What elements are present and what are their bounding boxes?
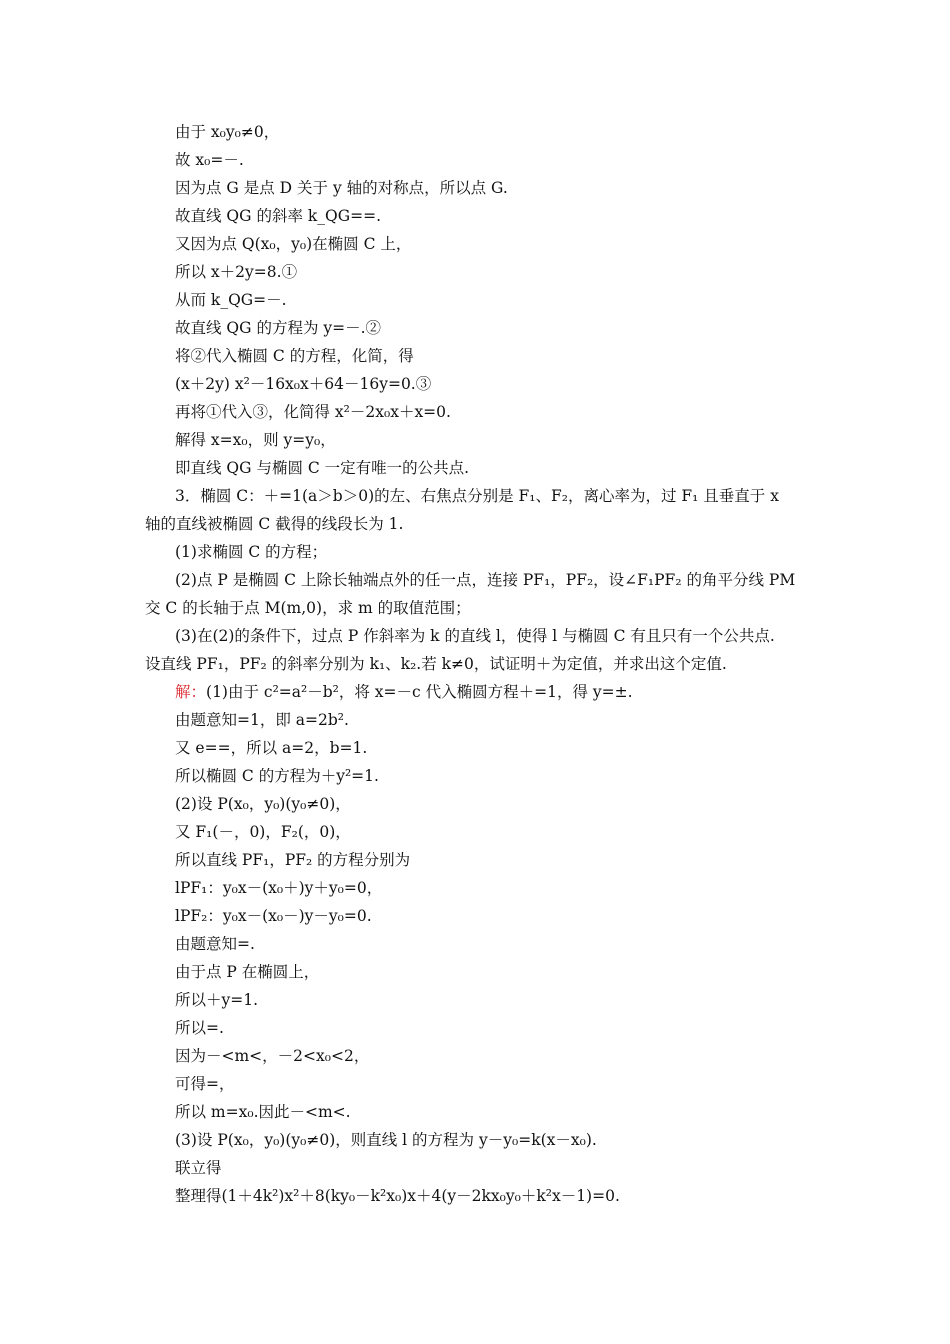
solution-text: (1)由于 c²=a²－b²，将 x=－c 代入椭圆方程＋=1，得 y=±.: [206, 683, 633, 701]
solution-line: (3)设 P(x₀，y₀)(y₀≠0)，则直线 l 的方程为 y－y₀=k(x－x₀).: [175, 1131, 597, 1149]
text-line: 将②代入椭圆 C 的方程，化简，得: [175, 347, 414, 365]
problem-statement: 轴的直线被椭圆 C 截得的线段长为 1.: [145, 515, 404, 533]
solution-line: lPF₁：y₀x－(x₀＋)y＋y₀=0，: [175, 879, 383, 897]
solution-line: (2)设 P(x₀，y₀)(y₀≠0)，: [175, 795, 351, 813]
solution-line: 所以 m=x₀.因此－<m<.: [175, 1103, 351, 1121]
solution-line: 所以＋y=1.: [175, 991, 259, 1009]
problem-part-3: 设直线 PF₁，PF₂ 的斜率分别为 k₁、k₂.若 k≠0，试证明＋为定值，并求出这个定值.: [145, 655, 727, 673]
solution-line: 所以椭圆 C 的方程为＋y²=1.: [175, 767, 379, 785]
problem-part-1: (1)求椭圆 C 的方程；: [175, 543, 328, 561]
solution-line: 又 F₁(－，0)，F₂(，0)，: [175, 823, 351, 841]
text-line: 故直线 QG 的方程为 y=－.②: [175, 319, 382, 337]
solution-line: 所以=.: [175, 1019, 224, 1037]
solution-line: lPF₂：y₀x－(x₀－)y－y₀=0.: [175, 907, 372, 925]
text-line: (x＋2y) x²－16x₀x＋64－16y=0.③: [175, 375, 432, 393]
text-line: 故直线 QG 的斜率 k_QG==.: [175, 207, 382, 225]
solution-label: 解：: [175, 683, 207, 701]
text-line: 解得 x=x₀，则 y=y₀，: [175, 431, 336, 449]
text-line: 又因为点 Q(x₀，y₀)在椭圆 C 上，: [175, 235, 412, 253]
text-line: 故 x₀=－.: [175, 151, 244, 169]
solution-line: 因为－<m<，－2<x₀<2，: [175, 1047, 370, 1065]
problem-part-3: (3)在(2)的条件下，过点 P 作斜率为 k 的直线 l，使得 l 与椭圆 C 有且只有一个公共点.: [175, 627, 775, 645]
text-line: 因为点 G 是点 D 关于 y 轴的对称点，所以点 G.: [175, 179, 508, 197]
solution-line: 由题意知=1，即 a=2b².: [175, 711, 349, 729]
solution-line: 由于点 P 在椭圆上，: [175, 963, 320, 981]
solution-line: 联立得: [175, 1159, 222, 1177]
text-line: 再将①代入③，化简得 x²－2x₀x＋x=0.: [175, 403, 451, 421]
solution-line: 所以直线 PF₁，PF₂ 的方程分别为: [175, 851, 411, 869]
problem-part-2: 交 C 的长轴于点 M(m,0)，求 m 的取值范围；: [145, 599, 471, 617]
solution-line: 又 e==，所以 a=2，b=1.: [175, 739, 368, 757]
solution-line: 整理得(1＋4k²)x²＋8(ky₀－k²x₀)x＋4(y－2kx₀y₀＋k²x－1)=0.: [175, 1187, 620, 1205]
text-line: 所以 x＋2y=8.①: [175, 263, 298, 281]
problem-part-2: (2)点 P 是椭圆 C 上除长轴端点外的任一点，连接 PF₁，PF₂，设∠F₁PF₂ 的角平分线 PM: [175, 571, 796, 589]
solution-line: 可得=，: [175, 1075, 235, 1093]
problem-statement: 3．椭圆 C：＋=1(a＞b＞0)的左、右焦点分别是 F₁、F₂，离心率为，过 F₁ 且垂直于 x: [175, 487, 779, 505]
solution-first-line: [175, 681, 633, 703]
text-line: 即直线 QG 与椭圆 C 一定有唯一的公共点.: [175, 459, 470, 477]
text-line: 由于 x₀y₀≠0，: [175, 123, 280, 141]
text-line: 从而 k_QG=－.: [175, 291, 287, 309]
solution-line: 由题意知=.: [175, 935, 255, 953]
